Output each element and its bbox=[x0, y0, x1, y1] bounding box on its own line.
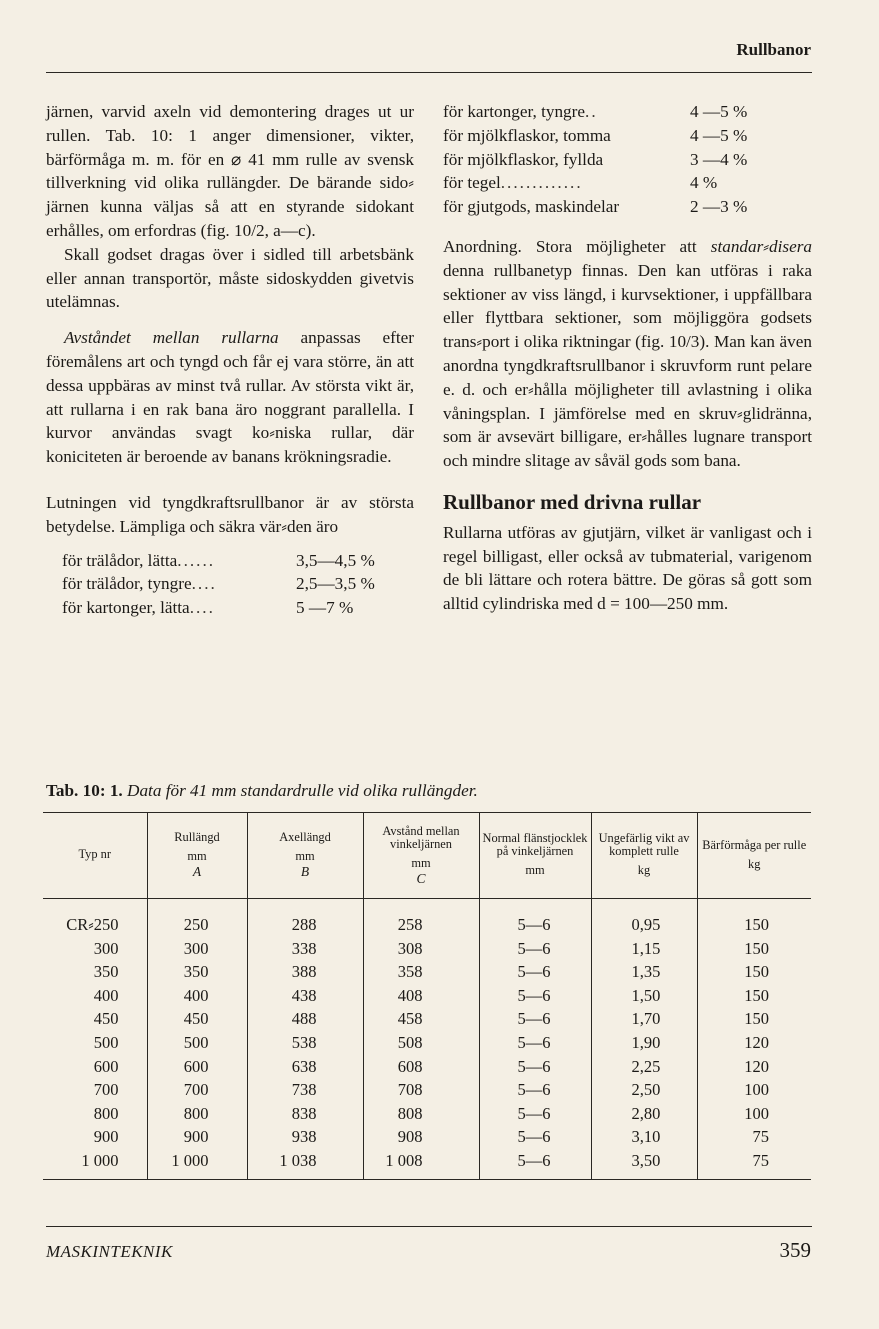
table-cell: 438 bbox=[247, 984, 363, 1008]
table-cell: 1,35 bbox=[591, 960, 697, 984]
lead-phrase: Avståndet mellan rullarna bbox=[64, 328, 279, 348]
table-cell: 5—6 bbox=[479, 1007, 591, 1031]
table-cell: 300 bbox=[93, 938, 119, 958]
table-cell: 450 bbox=[93, 1009, 119, 1029]
table-cell: 508 bbox=[363, 1031, 479, 1055]
column-header: Normal flänstjocklek på vinkeljärnen mm bbox=[479, 813, 591, 899]
table-cell: 5—6 bbox=[479, 1078, 591, 1102]
table-cell: 900 bbox=[93, 1127, 119, 1147]
list-item: för tegel ............. 4 % bbox=[443, 173, 718, 193]
column-header: Rullängd mm A bbox=[147, 813, 247, 899]
table-cell: 5—6 bbox=[479, 1149, 591, 1179]
table-cell: 288 bbox=[247, 899, 363, 937]
paragraph: Lutningen vid tyngdkraftsrullbanor är av största betydelse. Lämpliga och säkra vär⸗den äro bbox=[46, 492, 414, 536]
table-cell: 338 bbox=[247, 937, 363, 961]
table-row bbox=[43, 1102, 811, 1126]
table-cell: 350 bbox=[93, 962, 119, 982]
table-cell: 5—6 bbox=[479, 899, 591, 937]
table-cell: 800 bbox=[147, 1102, 247, 1126]
table-cell: 708 bbox=[363, 1078, 479, 1102]
table-cell: 700 bbox=[93, 1080, 119, 1100]
table-cell: 458 bbox=[363, 1007, 479, 1031]
table-cell: 350 bbox=[147, 960, 247, 984]
table-cell: 400 bbox=[147, 984, 247, 1008]
table-cell: 5—6 bbox=[479, 1055, 591, 1079]
paragraph: Rullarna utföras av gjutjärn, vilket är vanligast och i regel billigast, eller också av tubmaterial, varigenom de bli lättare och rotera bättre. De göras så gott som alltid cylindriska med d = 100—250 mm. bbox=[443, 522, 812, 614]
table-cell: CR⸗250 bbox=[66, 915, 119, 934]
table-cell: 900 bbox=[147, 1125, 247, 1149]
table-row bbox=[43, 1007, 811, 1031]
paragraph: Skall godset dragas över i sidled till arbetsbänk eller annan transportör, måste sidoskydden givetvis utelämnas. bbox=[46, 244, 414, 312]
table-cell: 800 bbox=[93, 1103, 119, 1123]
page-number: 359 bbox=[779, 1238, 811, 1262]
table-cell: 388 bbox=[247, 960, 363, 984]
header-rule bbox=[46, 72, 812, 73]
column-header: Axellängd mm B bbox=[247, 813, 363, 899]
table-cell: 5—6 bbox=[479, 1102, 591, 1126]
table-row bbox=[43, 984, 811, 1008]
list-item: för mjölkflaskor, fyllda 3 —4 % bbox=[443, 149, 748, 169]
list-item: för trälådor, tyngre .... 2,5—3,5 % bbox=[62, 574, 375, 594]
table-cell: 488 bbox=[247, 1007, 363, 1031]
table-cell: 5—6 bbox=[479, 1031, 591, 1055]
table-cell: 700 bbox=[147, 1078, 247, 1102]
slope-list bbox=[46, 549, 414, 620]
table-row bbox=[43, 1055, 811, 1079]
table-cell: 5—6 bbox=[479, 960, 591, 984]
table-cell: 1,90 bbox=[591, 1031, 697, 1055]
list-item: för kartonger, lätta .... 5 —7 % bbox=[62, 598, 354, 618]
table-cell: 300 bbox=[147, 937, 247, 961]
table-cell: 638 bbox=[247, 1055, 363, 1079]
table-cell: 250 bbox=[147, 899, 247, 937]
table-cell: 120 bbox=[697, 1031, 811, 1055]
table-cell: 1 008 bbox=[363, 1149, 479, 1179]
list-item: för kartonger, tyngre .. 4 —5 % bbox=[443, 102, 748, 121]
table-cell: 2,25 bbox=[591, 1055, 697, 1079]
paragraph: Anordning. Stora möjligheter att standar⸗disera denna rullbanetyp finnas. Den kan utföras i raka sektioner av viss längd, i kurvsektioner, i uppfällbara eller flyttbara sektioner, som möjliggöra godsets trans⸗port i olika riktningar (fig. 10/3). Man kan även anordna tyngdkraftsrullbanor i skruvform runt pelare e. d. och er⸗hålla möjligheter till avlastning i olika våningsplan. I jämförelse med en skruv⸗glidränna, som är avsevärt billigare, er⸗hålles lugnare transport och mindre slitage av såväl gods som bana. bbox=[443, 236, 812, 471]
table-cell: 258 bbox=[363, 899, 479, 937]
journal-name: MASKINTEKNIK bbox=[46, 1242, 173, 1261]
lead-phrase: Anordning. bbox=[443, 236, 522, 256]
list-item: för gjutgods, maskindelar 2 —3 % bbox=[443, 197, 748, 217]
table-cell: 308 bbox=[363, 937, 479, 961]
table-cell: 538 bbox=[247, 1031, 363, 1055]
table-cell: 1 000 bbox=[147, 1149, 247, 1179]
table-cell: 500 bbox=[147, 1031, 247, 1055]
footer-rule bbox=[46, 1226, 812, 1227]
column-header: Avstånd mellan vinkeljärnen mm C bbox=[363, 813, 479, 899]
column-header: Bärförmåga per rulle kg bbox=[697, 813, 811, 899]
table-cell: 75 bbox=[697, 1125, 811, 1149]
table-cell: 600 bbox=[93, 1056, 119, 1076]
table-row bbox=[43, 960, 811, 984]
table-cell: 150 bbox=[697, 984, 811, 1008]
list-item: för trälådor, lätta ...... 3,5—4,5 % bbox=[62, 550, 375, 570]
lead-phrase: Lutningen bbox=[46, 492, 117, 512]
table-cell: 5—6 bbox=[479, 1125, 591, 1149]
list-item: för mjölkflaskor, tomma 4 —5 % bbox=[443, 125, 748, 145]
table-cell: 100 bbox=[697, 1102, 811, 1126]
table-row bbox=[43, 1078, 811, 1102]
table-cell: 1 000 bbox=[43, 1149, 147, 1179]
table-cell: 838 bbox=[247, 1102, 363, 1126]
table-cell: 75 bbox=[697, 1149, 811, 1179]
table-cell: 808 bbox=[363, 1102, 479, 1126]
right-column bbox=[443, 100, 812, 616]
table-cell: 408 bbox=[363, 984, 479, 1008]
table-cell: 938 bbox=[247, 1125, 363, 1149]
table-row bbox=[43, 1149, 811, 1179]
paragraph: järnen, varvid axeln vid demontering drages ut ur rullen. Tab. 10: 1 anger dimensioner, vikter, bärförmåga m. m. för en ⌀ 41 mm rulle av svensk tillverkning vid olika rullängder. De bärande sido⸗järnen kunna väljas så att en styrande sidokant erhålles, om erfordras (fig. 10/2, a—c). bbox=[46, 102, 414, 240]
table-cell: 2,80 bbox=[591, 1102, 697, 1126]
table-cell: 1,15 bbox=[591, 937, 697, 961]
table-cell: 150 bbox=[697, 1007, 811, 1031]
table-cell: 358 bbox=[363, 960, 479, 984]
data-table bbox=[43, 812, 811, 1180]
table-cell: 5—6 bbox=[479, 984, 591, 1008]
table-row bbox=[43, 1031, 811, 1055]
table-cell: 608 bbox=[363, 1055, 479, 1079]
table-row bbox=[43, 1125, 811, 1149]
table-cell: 0,95 bbox=[591, 899, 697, 937]
table-cell: 2,50 bbox=[591, 1078, 697, 1102]
column-header: Ungefärlig vikt av komplett rulle kg bbox=[591, 813, 697, 899]
table-cell: 3,50 bbox=[591, 1149, 697, 1179]
paragraph: Avståndet mellan rullarna anpassas efter föremålens art och tyngd och får ej vara större, än att dessa uppbäras av minst två rullar. Av största vikt är, att rullarna i en rak bana äro noggrant parallella. I kurvor användas svagt ko⸗niska rullar, där koniciteten är beroende av banans krökningsradie. bbox=[46, 328, 414, 467]
table-cell: 3,10 bbox=[591, 1125, 697, 1149]
table-cell: 150 bbox=[697, 937, 811, 961]
table-cell: 120 bbox=[697, 1055, 811, 1079]
table-cell: 908 bbox=[363, 1125, 479, 1149]
table-cell: 1,50 bbox=[591, 984, 697, 1008]
table-row bbox=[43, 937, 811, 961]
section-heading: Rullbanor med drivna rullar bbox=[443, 489, 702, 514]
table-cell: 400 bbox=[93, 985, 119, 1005]
table-row bbox=[43, 899, 811, 937]
column-header: Typ nr bbox=[43, 813, 147, 899]
table-cell: 738 bbox=[247, 1078, 363, 1102]
table-cell: 5—6 bbox=[479, 937, 591, 961]
table-header-row bbox=[43, 813, 811, 899]
table-cell: 600 bbox=[147, 1055, 247, 1079]
table-caption: Tab. 10: 1. Data för 41 mm standardrulle vid olika rullängder. bbox=[46, 781, 478, 800]
table-cell: 1 038 bbox=[247, 1149, 363, 1179]
table-cell: 450 bbox=[147, 1007, 247, 1031]
table-cell: 100 bbox=[697, 1078, 811, 1102]
table-cell: 150 bbox=[697, 960, 811, 984]
table-cell: 1,70 bbox=[591, 1007, 697, 1031]
running-head: Rullbanor bbox=[736, 40, 811, 59]
table-cell: 500 bbox=[93, 1032, 119, 1052]
table-cell: 150 bbox=[697, 899, 811, 937]
slope-list bbox=[443, 100, 812, 219]
left-column bbox=[46, 100, 414, 620]
